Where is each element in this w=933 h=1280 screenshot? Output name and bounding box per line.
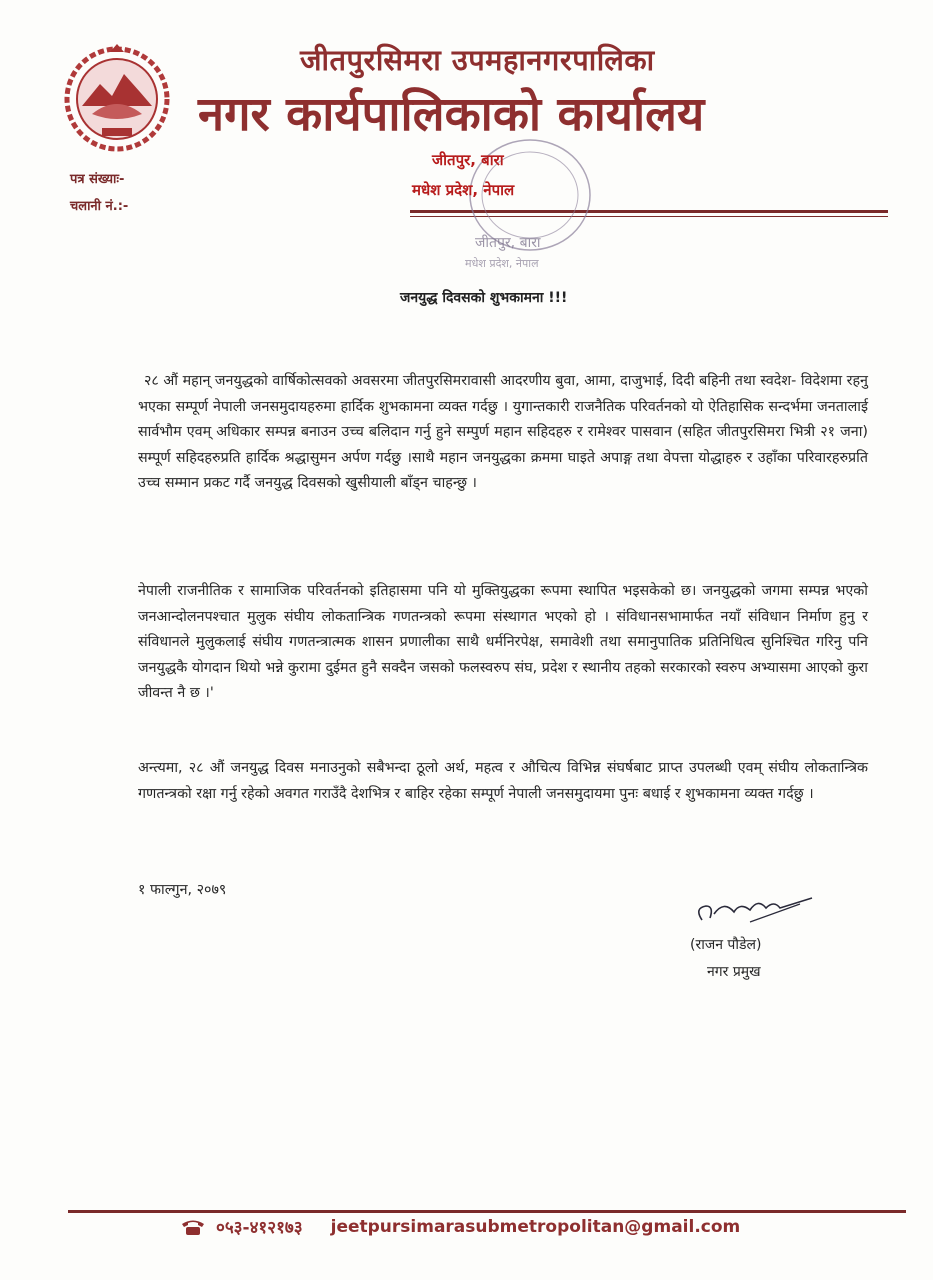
telephone-icon xyxy=(180,1218,206,1236)
footer-divider xyxy=(68,1210,906,1213)
svg-text:जीतपुर, बारा: जीतपुर, बारा xyxy=(475,235,541,251)
signatory-name: (राजन पौडेल) xyxy=(690,937,762,953)
stamp-location: जीतपुर, बारा xyxy=(432,151,504,169)
body-paragraph-2: नेपाली राजनीतिक र सामाजिक परिवर्तनको इतिहासमा पनि यो मुक्तियुद्धका रूपमा स्थापित भइसकेको छ। जनयुद्धको जगमा सम्पन्न भएको जनआन्दोलनपश्चात मुलुक संघीय लोकतान्त्रिक गणतन्त्रको रूपमा संस्थागत भएको हो । संविधानसभामार्फत नयाँ संविधान निर्माण हुनु र संविधानले मुलुकलाई संघीय गणतन्त्रात्मक शासन प्रणालीका साथै धर्मनिरपेक्ष, समावेशी तथा समानुपातिक प्रतिनिधित्व सुनिश्चित गरिनु पनि जनयुद्धकै योगदान थियो भन्ने कुरामा दुईमत हुनै सक्दैन जसको फलस्वरुप संघ, प्रदेश र स्थानीय तहको सरकारको स्वरुप अभ्यासमा आएको कुरा जीवन्त नै छ ।' xyxy=(138,583,868,702)
dispatch-number-label: चलानी नं.:- xyxy=(70,199,129,214)
office-name: नगर कार्यपालिकाको कार्यालय xyxy=(198,87,705,142)
footer-email[interactable]: jeetpursimarasubmetropolitan@gmail.com xyxy=(330,1216,741,1237)
signatory-title: नगर प्रमुख xyxy=(707,964,761,980)
handwritten-signature xyxy=(680,878,820,938)
stamp-province: मधेश प्रदेश, नेपाल xyxy=(412,181,515,199)
body-paragraph-1: २८ औं महान् जनयुद्धको वार्षिकोत्सवको अवसरमा जीतपुरसिमरावासी आदरणीय बुवा, आमा, दाजुभाई, दिदी बहिनी तथा स्वदेश- विदेशमा रहनु भएका सम्पूर्ण नेपाली जनसमुदायहरुमा हार्दिक शुभकामना व्यक्त गर्दछु । युगान्तकारी राजनैतिक परिवर्तनको यो ऐतिहासिक सन्दर्भमा जनतालाई सार्वभौम एवम् अधिकार सम्पन्न बनाउन उच्च बलिदान गर्नु हुने सम्पुर्ण महान सहिदहरु र रामेश्वर पासवान (सहित जीतपुरसिमरा भित्री २१ जना) सम्पूर्ण सहिदहरुप्रति हार्दिक श्रद्धासुमन अर्पण गर्दछु ।साथै महान जनयुद्धका क्रममा घाइते अपाङ्ग तथा वेपत्ता योद्धाहरु र उहाँका परिवारहरुप्रति उच्च सम्मान प्रकट गर्दै जनयुद्ध दिवसको खुसीयाली बाँड्न चाहन्छु । xyxy=(138,373,868,492)
letter-number-label: पत्र संख्याः- xyxy=(70,172,125,187)
nepal-emblem-icon xyxy=(62,44,172,154)
letter-subject: जनयुद्ध दिवसको शुभकामना !!! xyxy=(400,290,568,306)
reference-block xyxy=(70,166,128,220)
organization-name: जीतपुरसिमरा उपमहानगरपालिका xyxy=(300,43,655,77)
footer-phone: ०५३-४१२१७३ xyxy=(216,1218,303,1238)
body-paragraph-3: अन्त्यमा, २८ औं जनयुद्ध दिवस मनाउनुको सबैभन्दा ठूलो अर्थ, महत्व र औचित्य विभिन्न संघर्षबाट प्राप्त उपलब्धी एवम् संघीय लोकतान्त्रिक गणतन्त्रको रक्षा गर्नु रहेको अवगत गराउँदै देशभित्र र बाहिर रहेका सम्पूर्ण नेपाली जनसमुदायमा पुनः बधाई र शुभकामना व्यक्त गर्दछु । xyxy=(138,760,868,802)
letter-date: १ फाल्गुन, २०७९ xyxy=(138,882,227,898)
footer-contact xyxy=(180,1215,740,1238)
svg-text:मधेश प्रदेश, नेपाल: मधेश प्रदेश, नेपाल xyxy=(465,257,539,270)
